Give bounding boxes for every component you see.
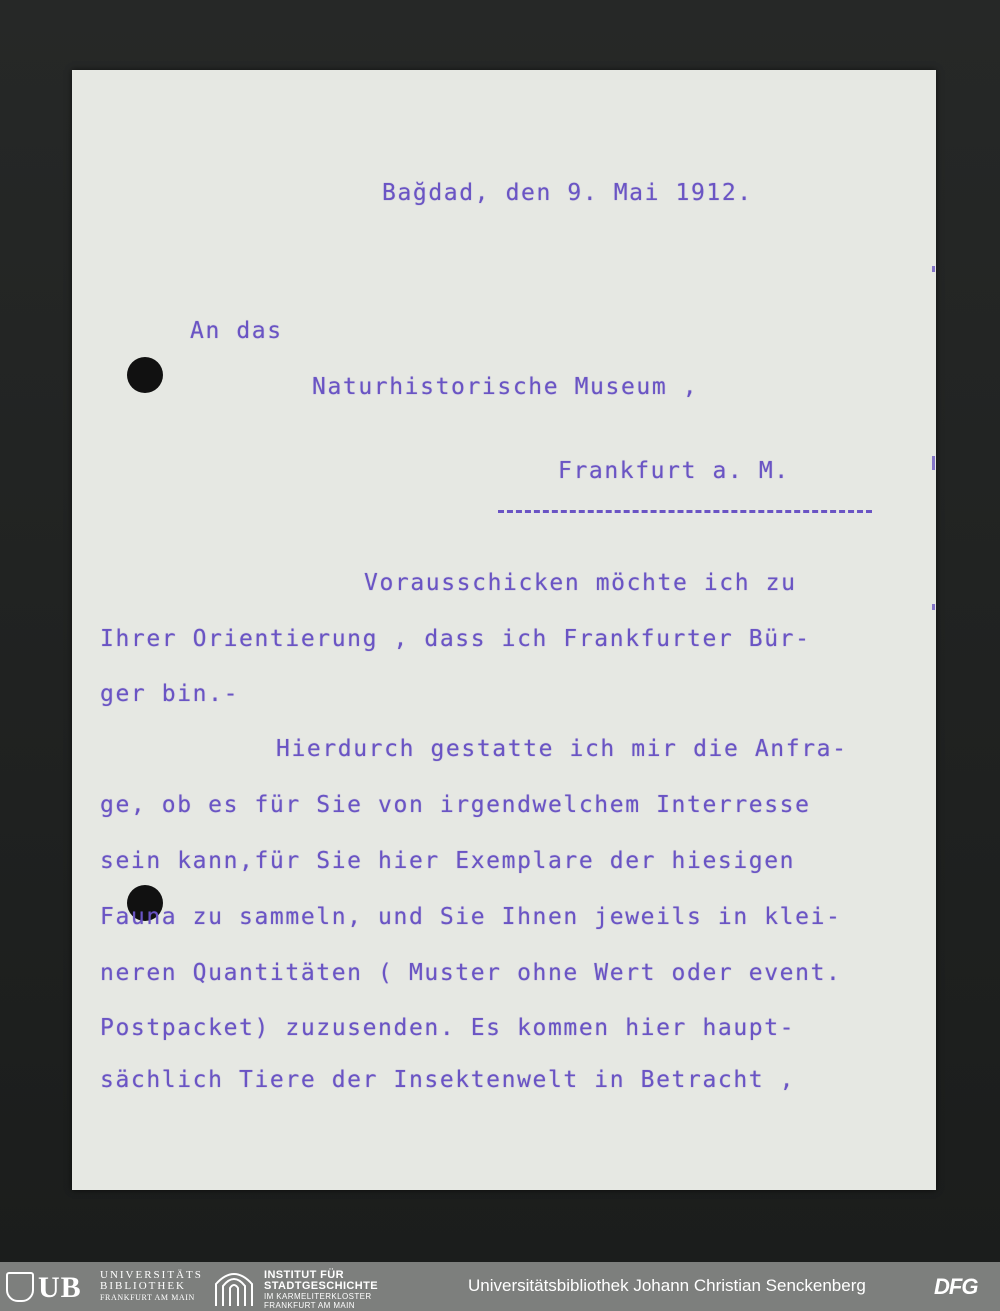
ub-mark — [6, 1272, 94, 1304]
ub-wordmark — [100, 1270, 203, 1303]
institute-city-history-logo[interactable] — [214, 1268, 414, 1310]
footer-bar — [0, 1262, 1000, 1311]
isg-line-3: IM KARMELITERKLOSTER — [264, 1292, 372, 1301]
body-line: Hierdurch gestatte ich mir die Anfra- — [276, 736, 848, 762]
isg-line-4: FRANKFURT AM MAIN — [264, 1301, 355, 1310]
crest-icon — [6, 1272, 34, 1302]
isg-wordmark — [264, 1270, 378, 1310]
isg-line-2: STADTGESCHICHTE — [264, 1280, 378, 1292]
ub-mark-text: UB — [38, 1271, 82, 1304]
arch-icon — [214, 1270, 254, 1306]
university-library-logo[interactable] — [6, 1268, 206, 1306]
address-line-3: Frankfurt a. M. — [558, 458, 790, 484]
address-line-2: Naturhistorische Museum , — [312, 374, 699, 400]
margin-mark — [932, 604, 935, 610]
margin-mark — [932, 456, 935, 470]
body-line: sächlich Tiere der Insektenwelt in Betracht , — [100, 1067, 796, 1093]
ub-line-1: UNIVERSITÄTS — [100, 1269, 203, 1281]
body-line: ge, ob es für Sie von irgendwelchem Interresse — [100, 792, 811, 818]
ub-line-2: BIBLIOTHEK — [100, 1280, 186, 1292]
body-line: Postpacket) zuzusenden. Es kommen hier haupt- — [100, 1015, 796, 1041]
body-line: ger bin.- — [100, 681, 240, 707]
body-line: neren Quantitäten ( Muster ohne Wert oder event. — [100, 960, 842, 986]
date-line: Bağdad, den 9. Mai 1912. — [382, 180, 753, 206]
address-line-1: An das — [190, 318, 283, 344]
address-underline — [498, 510, 872, 513]
body-line: sein kann,für Sie hier Exemplare der hiesigen — [100, 848, 796, 874]
footer-institution-name: Universitätsbibliothek Johann Christian Senckenberg — [468, 1276, 866, 1295]
body-line: Ihrer Orientierung , dass ich Frankfurter Bür- — [100, 626, 811, 652]
margin-mark — [932, 266, 935, 272]
body-line: Vorausschicken möchte ich zu — [364, 570, 797, 596]
isg-line-1: INSTITUT FÜR — [264, 1269, 344, 1281]
body-line: Fauna zu sammeln, und Sie Ihnen jeweils in klei- — [100, 904, 842, 930]
ub-line-3: FRANKFURT AM MAIN — [100, 1293, 195, 1302]
dfg-logo[interactable]: DFG — [934, 1274, 978, 1299]
punch-hole-top — [127, 357, 163, 393]
